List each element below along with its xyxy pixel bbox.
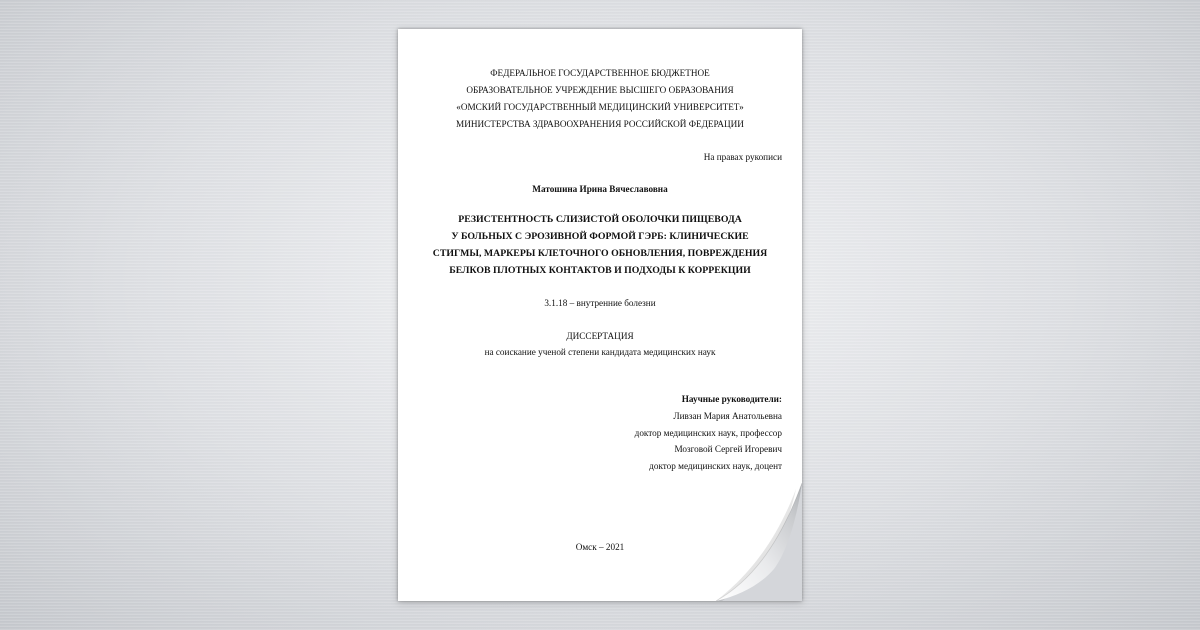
institution-line-2: ОБРАЗОВАТЕЛЬНОЕ УЧРЕЖДЕНИЕ ВЫСШЕГО ОБРАЗОВАНИЯ — [466, 85, 734, 95]
dissertation-title-line-1: РЕЗИСТЕНТНОСТЬ СЛИЗИСТОЙ ОБОЛОЧКИ ПИЩЕВОДА — [458, 214, 742, 225]
document-page — [398, 29, 802, 601]
dissertation-label: ДИССЕРТАЦИЯ — [566, 331, 634, 341]
city-year: Омск – 2021 — [575, 542, 625, 552]
degree-line: на соискание ученой степени кандидата медицинских наук — [484, 347, 716, 357]
supervisor-2-degree: доктор медицинских наук, доцент — [649, 461, 782, 471]
institution-line-4: МИНИСТЕРСТВА ЗДРАВООХРАНЕНИЯ РОССИЙСКОЙ ФЕДЕРАЦИИ — [456, 119, 744, 129]
specialty-code: 3.1.18 – внутренние болезни — [544, 298, 656, 308]
institution-line-1: ФЕДЕРАЛЬНОЕ ГОСУДАРСТВЕННОЕ БЮДЖЕТНОЕ — [490, 68, 710, 78]
author-name: Матошина Ирина Вячеславовна — [532, 184, 668, 194]
supervisor-1-name: Ливзан Мария Анатольевна — [673, 411, 782, 421]
supervisors-heading: Научные руководители: — [681, 394, 782, 404]
dissertation-title-line-3: СТИГМЫ, МАРКЕРЫ КЛЕТОЧНОГО ОБНОВЛЕНИЯ, ПОВРЕЖДЕНИЯ — [432, 248, 768, 259]
dissertation-title-line-2: У БОЛЬНЫХ С ЭРОЗИВНОЙ ФОРМОЙ ГЭРБ: КЛИНИЧЕСКИЕ — [451, 231, 749, 242]
supervisor-2-name: Мозговой Сергей Игоревич — [674, 444, 782, 454]
institution-line-3: «ОМСКИЙ ГОСУДАРСТВЕННЫЙ МЕДИЦИНСКИЙ УНИВЕРСИТЕТ» — [456, 102, 744, 112]
manuscript-note: На правах рукописи — [703, 152, 782, 162]
supervisor-1-degree: доктор медицинских наук, профессор — [634, 428, 782, 438]
page-curl-icon — [716, 483, 802, 601]
dissertation-title-line-4: БЕЛКОВ ПЛОТНЫХ КОНТАКТОВ И ПОДХОДЫ К КОРРЕКЦИИ — [449, 265, 751, 276]
